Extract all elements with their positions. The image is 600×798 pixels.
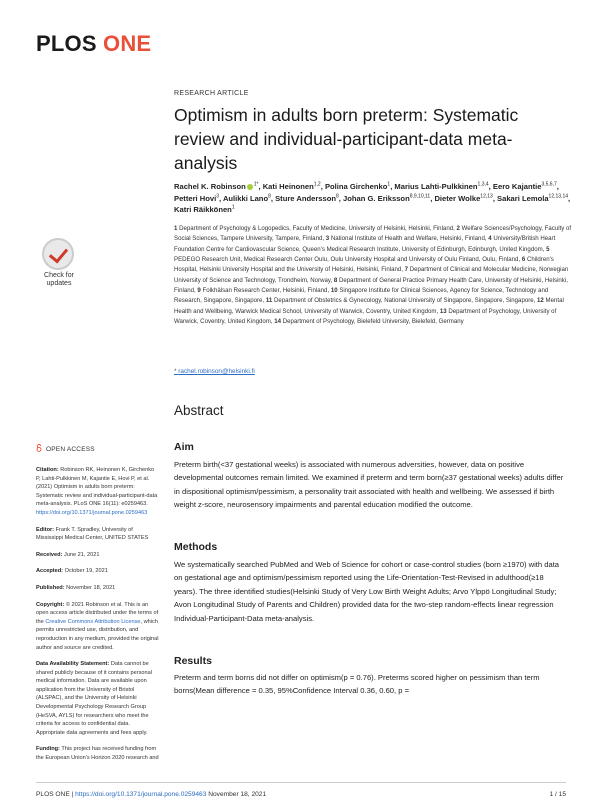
editor-block: Editor: Frank T. Spradley, University of Mississippi Medical Center, UNITED STATES bbox=[36, 526, 149, 542]
author-name: Johan G. Eriksson$^{8,9,10,11}$ bbox=[343, 192, 431, 203]
author-name: Polina Girchenko$^1$ bbox=[324, 181, 391, 191]
affiliation-text: Department of Obstetrics & Gynecology, National University of Singapore, Singapore, Singapore, bbox=[273, 297, 538, 305]
affiliation-text: PEDEGO Research Unit, Medical Research Center Oulu, Oulu University Hospital and University of Oulu Finland, Oulu, Finland, bbox=[174, 256, 522, 264]
affiliation-number: 10 bbox=[330, 287, 340, 295]
page-footer: PLOS ONE | https://doi.org/10.1371/journal.pone.0259463 November 18, 2021 1 / 15 bbox=[36, 791, 566, 798]
affiliation-number: 5 bbox=[546, 245, 550, 253]
citation-block: Citation: Robinson RK, Heinonen K, Girchenko P, Lahti-Pulkkinen M, Kajantie E, Hovi P, et al. (2021) Optimism in adults born preterm: Systematic review and individual-participant-data meta-analysis. PLoS ONE 16(11): e0259463. https://doi.org/10.1371/journal.pone.0259463 bbox=[36, 467, 158, 516]
open-lock-icon bbox=[36, 444, 42, 452]
affiliation-text: Department of Psychology, University of Warwick, Coventry, United Kingdom, bbox=[174, 307, 557, 326]
affiliation-text: Singapore Institute for Clinical Sciences, Agency for Science, Technology and Research, Singapore, Singapore, bbox=[174, 287, 549, 305]
abstract-heading: Abstract bbox=[174, 403, 224, 418]
author-name: Dieter Wolke$^{12,13}$ bbox=[434, 192, 493, 203]
results-text: Preterm and term borns did not differ on optimism(p = 0.76). Preterms scored higher on pessimism than term borns(Mean difference = 0.35, 95%Confidence Interval 0.36, 0.60, p = bbox=[174, 673, 540, 696]
affiliation-number: 9 bbox=[197, 287, 203, 295]
affiliation-number: 2 bbox=[456, 225, 462, 232]
affiliation-text: Department of Psychology & Logopedics, Faculty of Medicine, University of Helsinki, Helsinki, Finland, bbox=[179, 225, 457, 232]
affiliation-number: 6 bbox=[521, 256, 527, 264]
affiliation-text: Folkhälsan Research Center, Helsinki, Finland, bbox=[202, 287, 331, 295]
affiliation-text: Children's Hospital, Helsinki University Hospital and the University of Helsinki, Helsinki, Finland, bbox=[174, 256, 554, 274]
journal-logo: PLOS ONE bbox=[36, 31, 152, 56]
data-availability-block: Data Availability Statement: Data cannot be shared publicly because of it contains personal medical information. Data are available upon application from the University of Bristol (ALSPAC), and the University of Helsinki Developmental Psychology Research Group (HeSVA, AYLS) for researchers who meet the criteria for access to confidential data. Appropriate data agreements and fees apply. bbox=[36, 661, 152, 736]
author-name: Marius Lahti-Pulkkinen$^{1,3,4}$ bbox=[394, 181, 489, 191]
affiliation-text: Department of Psychology, Bielefeld University, Bielefeld, Germany bbox=[282, 318, 464, 326]
received-block: Received: June 21, 2021 bbox=[36, 551, 100, 558]
check-icon bbox=[42, 238, 74, 270]
citation-doi-link[interactable]: https://doi.org/10.1371/journal.pone.0259463 bbox=[36, 509, 148, 516]
affiliation-number: 7 bbox=[404, 266, 410, 274]
cc-license-link[interactable]: Creative Commons Attribution License bbox=[45, 618, 141, 625]
affiliation-text: Department of General Practice Primary Health Care, University of Helsinki, Helsinki, Finland, bbox=[174, 276, 568, 295]
footer-divider bbox=[36, 782, 566, 783]
affiliation-number: 1 bbox=[174, 225, 180, 232]
author-name: Sakari Lemola$^{12,13,14}$ bbox=[497, 192, 569, 203]
author-name: Rachel K. Robinson $^{1*}$ bbox=[174, 181, 259, 191]
author-list: Rachel K. Robinson $^{1*}$, Kati Heinonen$^{1,2}$, Polina Girchenko$^1$, Marius Lahti-Pulkkinen$^{1,3,4}$, Eero Kajantie$^{3,5,6,7}$, Petteri Hovi$^3$, Aulikki Lano$^8$, Sture Andersson$^8$, Johan G. Eriksson$^{8,9,10,11}$, Dieter Wolke$^{12,13}$, Sakari Lemola$^{12,13,14}$, Katri Räikkönen$^1$ bbox=[174, 181, 571, 214]
affiliation-text: Mental Health and Wellbeing, Warwick Medical School, University of Warwick, Coventry, United Kingdom, bbox=[174, 297, 564, 315]
aim-heading: Aim bbox=[174, 441, 194, 453]
author-name: Petteri Hovi$^3$ bbox=[174, 192, 219, 203]
open-access-label: OPEN ACCESS bbox=[46, 446, 95, 453]
affiliation-number: 8 bbox=[333, 276, 339, 284]
results-heading: Results bbox=[174, 655, 212, 667]
corresponding-email[interactable]: * rachel.robinson@helsinki.fi bbox=[174, 368, 255, 375]
author-name: Eero Kajantie$^{3,5,6,7}$ bbox=[492, 181, 557, 191]
affiliation-number: 4 bbox=[488, 235, 494, 243]
methods-heading: Methods bbox=[174, 541, 218, 553]
article-type: RESEARCH ARTICLE bbox=[174, 90, 249, 97]
author-name: Katri Räikkönen$^1$ bbox=[174, 204, 235, 214]
published-block: Published: November 18, 2021 bbox=[36, 584, 116, 591]
funding-block: Funding: This project has received funding from the European Union's Horizon 2020 research and bbox=[36, 746, 159, 762]
author-name: Aulikki Lano$^8$ bbox=[222, 192, 271, 203]
check-for-updates-badge[interactable]: Check for updates bbox=[38, 238, 80, 296]
aim-text: Preterm birth(<37 gestational weeks) is associated with numerous adversities, however, data on positive developmental outcomes remain limited. We examined if preterm and term born(≥37 gestational weeks) adults differ in dispositional optimism/pessimism, a personality trait associated with health and wellbeing. We assessed if birth weight z-score, neurosensory impairments and parental education modified the outcome. bbox=[174, 460, 564, 510]
article-info-sidebar bbox=[36, 466, 160, 771]
affiliation-number: 13 bbox=[439, 307, 449, 315]
affiliation-number: 14 bbox=[274, 318, 283, 326]
affiliation-number: 11 bbox=[265, 297, 274, 305]
accepted-block: Accepted: October 19, 2021 bbox=[36, 568, 108, 575]
affiliation-text: University/British Heart Foundation Centre for Cardiovascular Science, Queen's Medical Research Institute, University of Edinburgh, Edinburgh, United Kingdom, bbox=[174, 235, 556, 253]
author-name: Sture Andersson$^8$ bbox=[275, 192, 339, 203]
footer-doi-link[interactable]: https://doi.org/10.1371/journal.pone.0259463 bbox=[75, 791, 207, 798]
affiliation-number: 3 bbox=[325, 235, 331, 243]
affiliation-text: National Institute of Health and Welfare, Helsinki, Finland, bbox=[330, 235, 489, 243]
affiliation-text: Welfare Sciences/Psychology, Faculty of Social Sciences, Tampere University, Tampere, Finland, bbox=[174, 225, 572, 243]
affiliation-number: 12 bbox=[537, 297, 546, 305]
page-number: 1 / 15 bbox=[549, 791, 566, 798]
orcid-icon[interactable] bbox=[247, 184, 253, 190]
affiliations bbox=[174, 224, 574, 327]
author-name: Kati Heinonen$^{1,2}$ bbox=[262, 181, 321, 191]
affiliation-text: Department of Clinical and Molecular Medicine, Norwegian University of Science and Technology, Trondheim, Norway, bbox=[174, 266, 569, 284]
copyright-block: Copyright: © 2021 Robinson et al. This is an open access article distributed under the terms of the Creative Commons Attribution License, which permits unrestricted use, distribution, and reproduction in any medium, provided the original author and source are credited. bbox=[36, 601, 159, 651]
methods-text: We systematically searched PubMed and Web of Science for cohort or case-control studies (born ≥1970) with data on gestational age and optimism/pessimism reported using the Life-Orientation-Test-Revised in adulthood(≥18 years). The three identified studies(Helsinki Study of Very Low Birth Weight Adults; Arvo Ylppö Longitudinal Study; Avon Longitudinal Study of Parents and Children) provided data for the two-step random-effects linear regression Individual-Participant-Data meta-analysis. bbox=[174, 560, 560, 623]
article-title: Optimism in adults born preterm: Systematic review and individual-participant-data meta-analysis bbox=[174, 105, 519, 173]
